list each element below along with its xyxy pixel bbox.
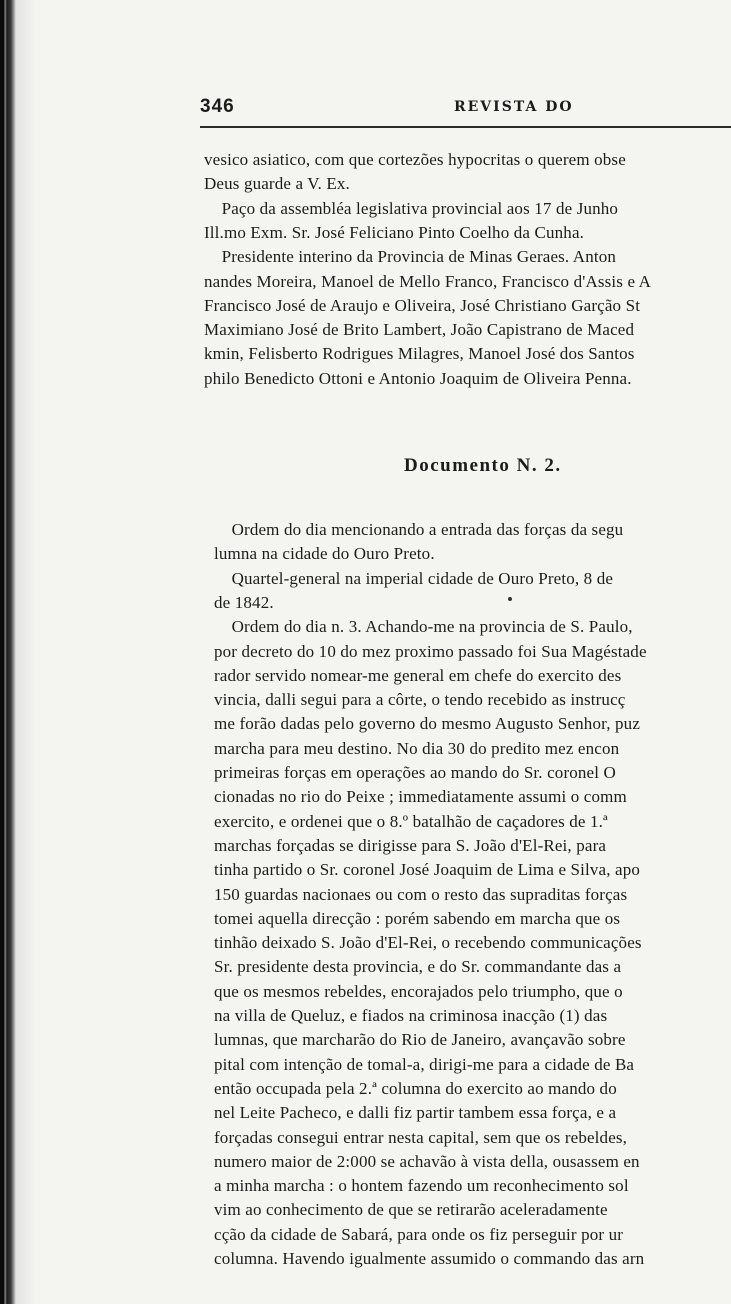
text-line: forçadas consegui entrar nesta capital, sem que os rebeldes,	[214, 1127, 628, 1147]
page-number: 346	[200, 96, 235, 117]
text-line: tinha partido o Sr. coronel José Joaquim de Lima e Silva, apo	[214, 860, 641, 880]
text-line: columna. Havendo igualmente assumido o commando das arn	[214, 1249, 645, 1268]
text-line: philo Benedicto Ottoni e Antonio Joaquim de Oliveira Penna.	[204, 368, 632, 388]
text-line: vincia, dalli segui para a côrte, o tendo recebido as instrucç	[214, 690, 626, 710]
text-line: Sr. presidente desta provincia, e do Sr. commandante das a	[214, 957, 622, 977]
text-line: nel Leite Pacheco, e dalli fiz partir tambem essa força, e a	[214, 1103, 617, 1123]
text-line: então occupada pela 2.ª columna do exercito ao mando do	[214, 1078, 617, 1098]
text-line: tomei aquella direcção : porém sabendo em marcha que os	[214, 908, 621, 928]
text-line: marchas forçadas se dirigisse para S. João d'El-Rei, para	[214, 835, 607, 855]
text-line: marcha para meu destino. No dia 30 do predito mez encon	[214, 738, 620, 758]
text-line: a minha marcha : o hontem fazendo um reconhecimento sol	[214, 1176, 629, 1196]
text-line: lumnas, que marcharão do Rio de Janeiro, avançavão sobre	[214, 1030, 626, 1050]
text-line: Paço da assembléa legislativa provincial aos 17 de Junho	[204, 198, 619, 218]
text-line: 150 guardas nacionaes ou com o resto das supraditas forças	[214, 884, 628, 904]
text-line: cção da cidade de Sabará, para onde os fiz perseguir por ur	[214, 1224, 624, 1244]
text-line: Presidente interino da Provincia de Minas Geraes. Anton	[204, 247, 617, 267]
text-line: que os mesmos rebeldes, encorajados pelo triumpho, que o	[214, 981, 623, 1001]
document-title: Documento N. 2.	[404, 455, 562, 476]
text-line: primeiras forças em operações ao mando do Sr. coronel O	[214, 763, 616, 782]
page-header	[200, 96, 731, 118]
text-line: Ordem do dia mencionando a entrada das forças da segu	[214, 520, 624, 539]
text-line: vesico asiatico, com que cortezões hypocritas o querem obse	[204, 150, 626, 169]
text-line: Maximiano José de Brito Lambert, João Capistrano de Maced	[204, 320, 635, 340]
text-line: kmin, Felisberto Rodrigues Milagres, Manoel José dos Santos	[204, 344, 635, 364]
text-line: numero maior de 2:000 se achavão à vista della, ousassem en	[214, 1151, 640, 1171]
text-line: exercito, e ordenei que o 8.º batalhão de caçadores de 1.ª	[214, 811, 608, 831]
text-line: na villa de Queluz, e fiados na criminosa inacção (1) das	[214, 1006, 608, 1025]
text-line: lumna na cidade do Ouro Preto.	[214, 544, 435, 564]
book-spine-shadow	[0, 0, 36, 1304]
text-line: pital com intenção de tomal-a, dirigi-me para a cidade de Ba	[214, 1054, 635, 1074]
text-line: rador servido nomear-me general em chefe do exercito des	[214, 665, 622, 685]
text-line: Deus guarde a V. Ex.	[204, 174, 350, 194]
text-line: nandes Moreira, Manoel de Mello Franco, Francisco d'Assis e A	[204, 271, 652, 291]
text-line: Ill.mo Exm. Sr. José Feliciano Pinto Coelho da Cunha.	[204, 222, 585, 242]
running-head: REVISTA DO	[454, 99, 574, 115]
text-line: tinhão deixado S. João d'El-Rei, o recebendo communicações	[214, 933, 642, 953]
text-line: cionadas no rio do Peixe ; immediatamente assumi o comm	[214, 787, 627, 807]
text-line: vim ao conhecimento de que se retirarão aceleradamente	[214, 1200, 608, 1220]
text-line: por decreto do 10 do mez proximo passado foi Sua Magéstade	[214, 641, 647, 661]
text-line: Ordem do dia n. 3. Achando-me na provincia de S. Paulo,	[214, 617, 633, 637]
text-line: de 1842.	[214, 592, 274, 612]
text-line: me forão dadas pelo governo do mesmo Augusto Senhor, puz	[214, 714, 641, 734]
header-rule	[200, 126, 731, 128]
text-line: Quartel-general na imperial cidade de Ouro Preto, 8 de	[214, 568, 614, 588]
text-line: Francisco José de Araujo e Oliveira, José Christiano Garção St	[204, 295, 641, 315]
